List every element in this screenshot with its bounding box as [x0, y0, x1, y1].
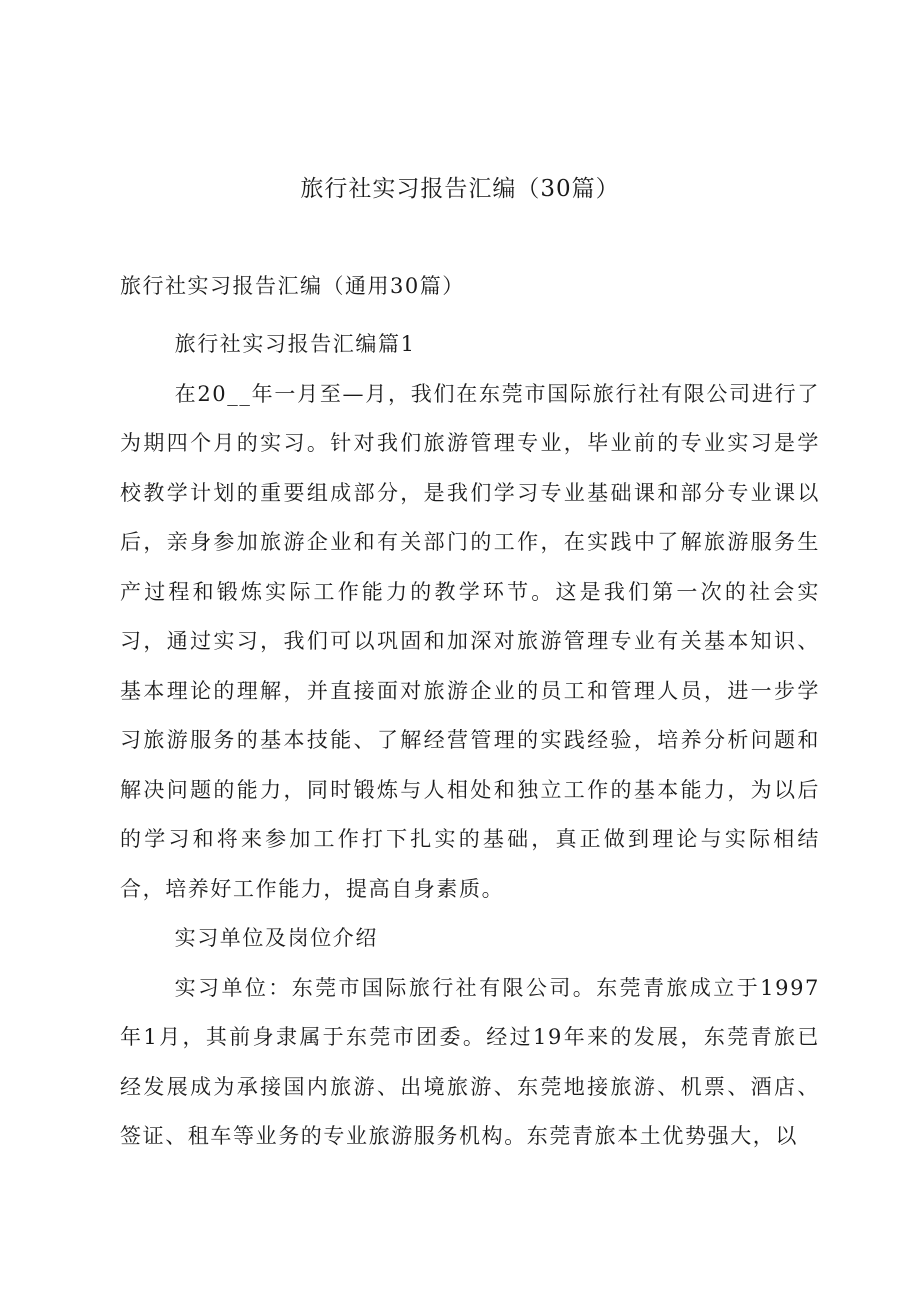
- body-paragraph: 在20__年一月至—月，我们在东莞市国际旅行社有限公司进行了为期四个月的实习。针对我们旅游管理专业，毕业前的专业实习是学校教学计划的重要组成部分，是我们学习专业基础课和部分专业课以后，亲身参加旅游企业和有关部门的工作，在实践中了解旅游服务生产过程和锻炼实际工作能力的教学环节。这是我们第一次的社会实习，通过实习，我们可以巩固和加深对旅游管理专业有关基本知识、基本理论的理解，并直接面对旅游企业的员工和管理人员，进一步学习旅游服务的基本技能、了解经营管理的实践经验，培养分析问题和解决问题的能力，同时锻炼与人相处和独立工作的基本能力，为以后的学习和将来参加工作打下扎实的基础，真正做到理论与实际相结合，培养好工作能力，提高自身素质。: [120, 381, 820, 901]
- document-subtitle: 旅行社实习报告汇编（通用30篇）: [120, 274, 465, 298]
- document-body: [120, 320, 820, 1162]
- section-heading: 旅行社实习报告汇编篇1: [174, 332, 416, 356]
- body-paragraph: 实习单位：东莞市国际旅行社有限公司。东莞青旅成立于1997年1月，其前身隶属于东莞市团委。经过19年来的发展，东莞青旅已经发展成为承接国内旅游、出境旅游、东莞地接旅游、机票、酒店、签证、租车等业务的专业旅游服务机构。东莞青旅本土优势强大，以: [120, 975, 820, 1148]
- body-paragraph: 实习单位及岗位介绍: [174, 926, 378, 950]
- document-title: 旅行社实习报告汇编（30篇）: [300, 176, 620, 202]
